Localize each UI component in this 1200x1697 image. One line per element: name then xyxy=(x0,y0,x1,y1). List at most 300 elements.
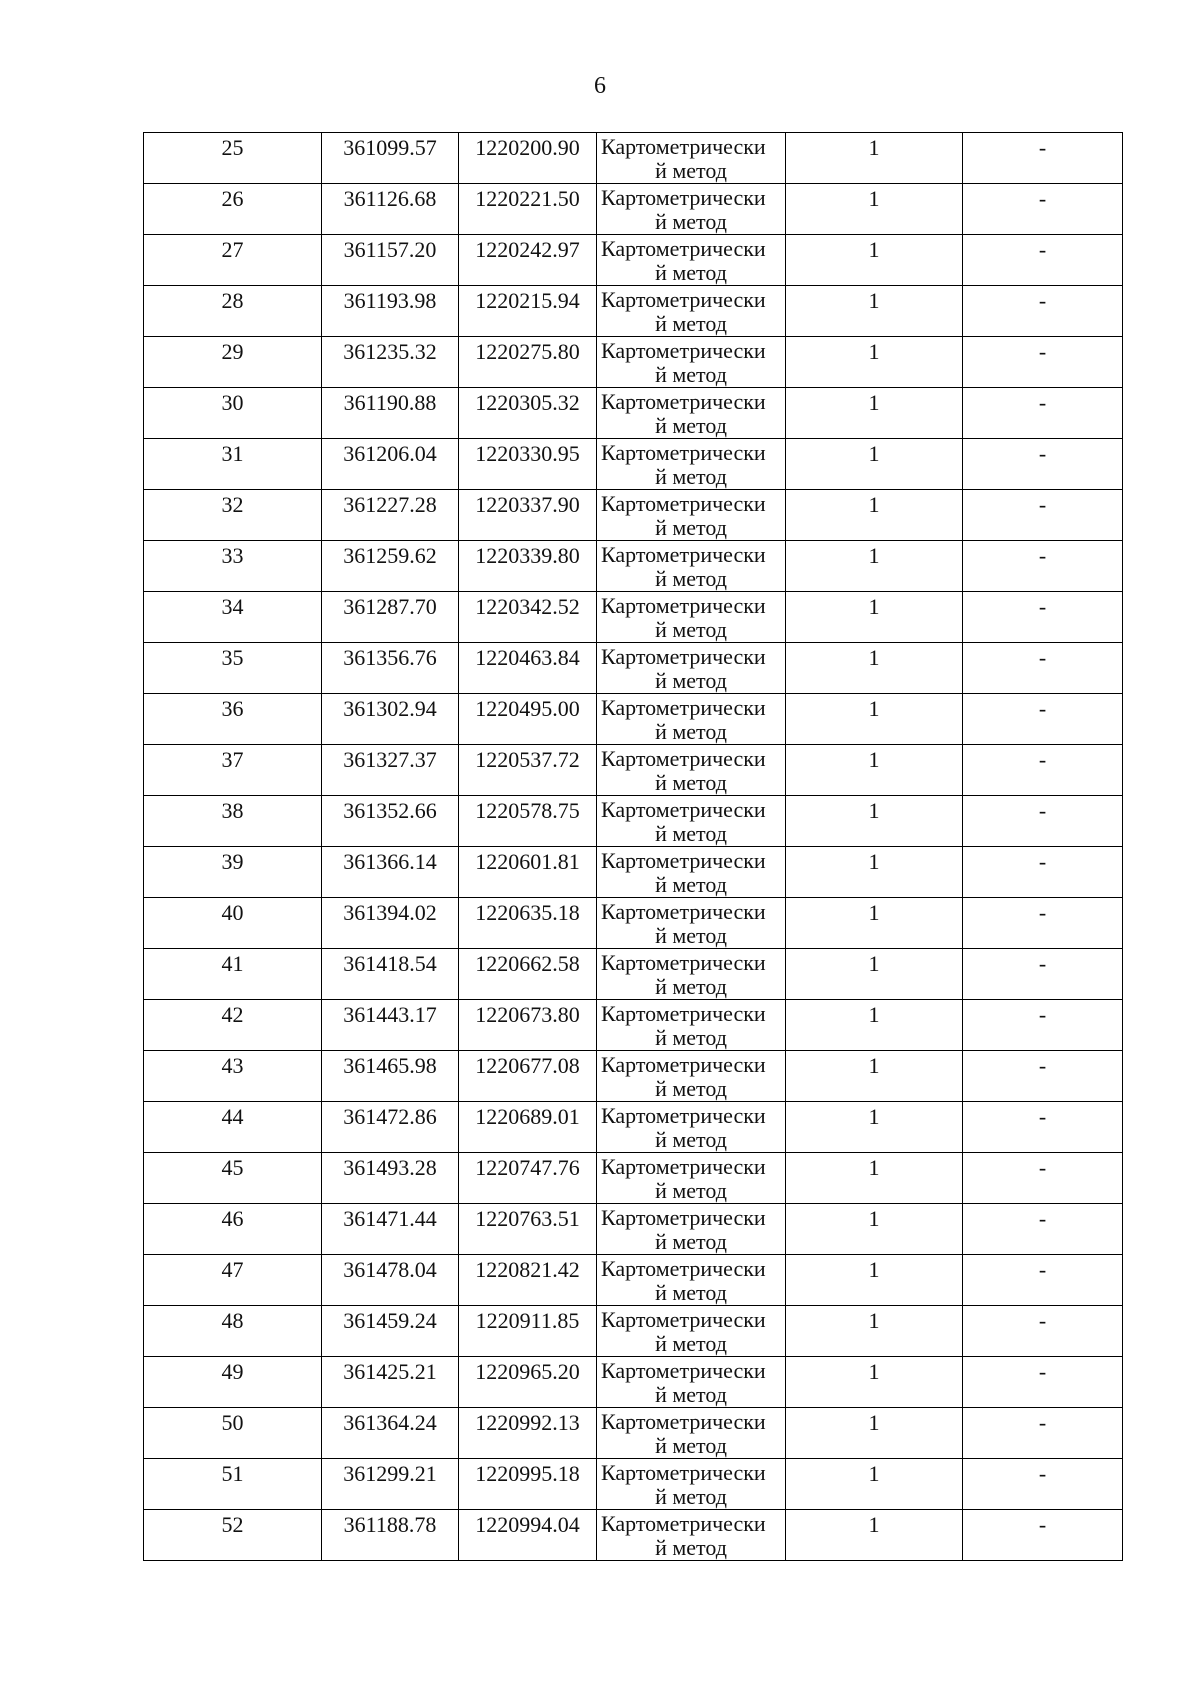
precision-cell-text: 1 xyxy=(868,849,880,874)
precision-cell xyxy=(786,1204,963,1255)
note-cell xyxy=(963,1000,1123,1051)
precision-cell xyxy=(786,745,963,796)
precision-cell-text: 1 xyxy=(868,441,880,466)
note-cell-text: - xyxy=(1038,237,1047,262)
point-number-cell-text: 33 xyxy=(221,543,244,568)
point-number-cell xyxy=(144,541,322,592)
x-coordinate-cell xyxy=(322,388,459,439)
y-coordinate-cell-text: 1220965.20 xyxy=(475,1359,580,1384)
y-coordinate-cell-text: 1220215.94 xyxy=(475,288,580,313)
note-cell xyxy=(963,1306,1123,1357)
y-coordinate-cell-text: 1220200.90 xyxy=(475,135,580,160)
note-cell xyxy=(963,1051,1123,1102)
method-cell xyxy=(597,949,786,1000)
precision-cell-text: 1 xyxy=(868,951,880,976)
note-cell-text: - xyxy=(1038,1359,1047,1384)
x-coordinate-cell-text: 361459.24 xyxy=(343,1308,437,1333)
method-line-1: Картометрически xyxy=(601,1205,766,1230)
precision-cell-text: 1 xyxy=(868,1410,880,1435)
point-number-cell-text: 37 xyxy=(221,747,244,772)
precision-cell-text: 1 xyxy=(868,1308,880,1333)
point-number-cell xyxy=(144,184,322,235)
y-coordinate-cell xyxy=(459,1204,597,1255)
precision-cell-text: 1 xyxy=(868,900,880,925)
precision-cell xyxy=(786,1153,963,1204)
point-number-cell xyxy=(144,1051,322,1102)
precision-cell xyxy=(786,694,963,745)
method-line-2: й метод xyxy=(655,923,727,948)
precision-cell xyxy=(786,1306,963,1357)
method-line-2: й метод xyxy=(655,1127,727,1152)
y-coordinate-cell-text: 1220763.51 xyxy=(475,1206,580,1231)
method-line-1: Картометрически xyxy=(601,287,766,312)
y-coordinate-cell xyxy=(459,1510,597,1561)
method-line-2: й метод xyxy=(655,872,727,897)
y-coordinate-cell xyxy=(459,1306,597,1357)
note-cell-text: - xyxy=(1038,1257,1047,1282)
note-cell xyxy=(963,235,1123,286)
point-number-cell xyxy=(144,1153,322,1204)
precision-cell xyxy=(786,184,963,235)
method-cell xyxy=(597,643,786,694)
table-row xyxy=(144,898,1123,949)
table-row xyxy=(144,1255,1123,1306)
note-cell-text: - xyxy=(1038,492,1047,517)
precision-cell-text: 1 xyxy=(868,1155,880,1180)
note-cell xyxy=(963,1459,1123,1510)
point-number-cell-text: 49 xyxy=(221,1359,244,1384)
x-coordinate-cell xyxy=(322,133,459,184)
table-row xyxy=(144,745,1123,796)
precision-cell xyxy=(786,337,963,388)
x-coordinate-cell-text: 361235.32 xyxy=(343,339,437,364)
precision-cell-text: 1 xyxy=(868,1104,880,1129)
method-line-1: Картометрически xyxy=(601,1409,766,1434)
y-coordinate-cell xyxy=(459,490,597,541)
table-row xyxy=(144,490,1123,541)
method-cell xyxy=(597,1255,786,1306)
y-coordinate-cell xyxy=(459,1102,597,1153)
note-cell xyxy=(963,184,1123,235)
point-number-cell xyxy=(144,898,322,949)
x-coordinate-cell xyxy=(322,1459,459,1510)
y-coordinate-cell-text: 1220995.18 xyxy=(475,1461,580,1486)
y-coordinate-cell xyxy=(459,847,597,898)
method-line-2: й метод xyxy=(655,770,727,795)
y-coordinate-cell xyxy=(459,1153,597,1204)
x-coordinate-cell xyxy=(322,1255,459,1306)
note-cell xyxy=(963,439,1123,490)
precision-cell-text: 1 xyxy=(868,696,880,721)
y-coordinate-cell-text: 1220689.01 xyxy=(475,1104,580,1129)
point-number-cell-text: 43 xyxy=(221,1053,244,1078)
note-cell-text: - xyxy=(1038,1308,1047,1333)
precision-cell xyxy=(786,439,963,490)
table-row xyxy=(144,1204,1123,1255)
note-cell-text: - xyxy=(1038,849,1047,874)
note-cell-text: - xyxy=(1038,1155,1047,1180)
point-number-cell xyxy=(144,1408,322,1459)
note-cell xyxy=(963,1408,1123,1459)
note-cell-text: - xyxy=(1038,696,1047,721)
precision-cell-text: 1 xyxy=(868,798,880,823)
method-line-2: й метод xyxy=(655,311,727,336)
y-coordinate-cell-text: 1220911.85 xyxy=(475,1308,580,1333)
method-cell xyxy=(597,745,786,796)
table-row xyxy=(144,1102,1123,1153)
table-row xyxy=(144,337,1123,388)
method-cell xyxy=(597,1204,786,1255)
note-cell-text: - xyxy=(1038,339,1047,364)
x-coordinate-cell xyxy=(322,1510,459,1561)
note-cell xyxy=(963,337,1123,388)
point-number-cell xyxy=(144,439,322,490)
precision-cell-text: 1 xyxy=(868,390,880,415)
x-coordinate-cell xyxy=(322,1153,459,1204)
note-cell-text: - xyxy=(1038,1104,1047,1129)
x-coordinate-cell-text: 361472.86 xyxy=(343,1104,437,1129)
y-coordinate-cell xyxy=(459,133,597,184)
y-coordinate-cell-text: 1220221.50 xyxy=(475,186,580,211)
note-cell xyxy=(963,1510,1123,1561)
point-number-cell-text: 50 xyxy=(221,1410,244,1435)
point-number-cell xyxy=(144,1000,322,1051)
point-number-cell xyxy=(144,694,322,745)
method-cell xyxy=(597,1510,786,1561)
table-row xyxy=(144,1357,1123,1408)
table-row xyxy=(144,847,1123,898)
precision-cell-text: 1 xyxy=(868,135,880,160)
point-number-cell-text: 36 xyxy=(221,696,244,721)
method-line-2: й метод xyxy=(655,1025,727,1050)
page-number: 6 xyxy=(594,73,606,99)
y-coordinate-cell xyxy=(459,592,597,643)
x-coordinate-cell-text: 361443.17 xyxy=(343,1002,437,1027)
y-coordinate-cell xyxy=(459,388,597,439)
method-line-2: й метод xyxy=(655,1229,727,1254)
note-cell-text: - xyxy=(1038,1461,1047,1486)
x-coordinate-cell xyxy=(322,490,459,541)
x-coordinate-cell-text: 361366.14 xyxy=(343,849,437,874)
y-coordinate-cell-text: 1220821.42 xyxy=(475,1257,580,1282)
method-line-2: й метод xyxy=(655,719,727,744)
note-cell-text: - xyxy=(1038,186,1047,211)
point-number-cell xyxy=(144,490,322,541)
point-number-cell-text: 35 xyxy=(221,645,244,670)
method-line-2: й метод xyxy=(655,464,727,489)
y-coordinate-cell xyxy=(459,184,597,235)
point-number-cell-text: 32 xyxy=(221,492,244,517)
x-coordinate-cell xyxy=(322,847,459,898)
note-cell-text: - xyxy=(1038,543,1047,568)
point-number-cell xyxy=(144,745,322,796)
method-line-1: Картометрически xyxy=(601,1511,766,1536)
y-coordinate-cell-text: 1220747.76 xyxy=(475,1155,580,1180)
precision-cell-text: 1 xyxy=(868,645,880,670)
method-line-1: Картометрически xyxy=(601,1358,766,1383)
precision-cell-text: 1 xyxy=(868,288,880,313)
point-number-cell-text: 26 xyxy=(221,186,244,211)
y-coordinate-cell xyxy=(459,796,597,847)
note-cell xyxy=(963,847,1123,898)
point-number-cell xyxy=(144,337,322,388)
method-cell xyxy=(597,439,786,490)
point-number-cell-text: 27 xyxy=(221,237,244,262)
point-number-cell-text: 45 xyxy=(221,1155,244,1180)
precision-cell xyxy=(786,490,963,541)
x-coordinate-cell-text: 361352.66 xyxy=(343,798,437,823)
method-line-1: Картометрически xyxy=(601,1103,766,1128)
x-coordinate-cell-text: 361478.04 xyxy=(343,1257,437,1282)
note-cell-text: - xyxy=(1038,1410,1047,1435)
point-number-cell-text: 40 xyxy=(221,900,244,925)
y-coordinate-cell xyxy=(459,1000,597,1051)
x-coordinate-cell xyxy=(322,643,459,694)
precision-cell-text: 1 xyxy=(868,747,880,772)
y-coordinate-cell-text: 1220337.90 xyxy=(475,492,580,517)
method-cell xyxy=(597,1000,786,1051)
point-number-cell-text: 46 xyxy=(221,1206,244,1231)
method-line-1: Картометрически xyxy=(601,593,766,618)
note-cell-text: - xyxy=(1038,900,1047,925)
note-cell-text: - xyxy=(1038,798,1047,823)
note-cell-text: - xyxy=(1038,288,1047,313)
method-line-1: Картометрически xyxy=(601,1307,766,1332)
note-cell-text: - xyxy=(1038,951,1047,976)
x-coordinate-cell-text: 361302.94 xyxy=(343,696,437,721)
precision-cell xyxy=(786,286,963,337)
y-coordinate-cell xyxy=(459,898,597,949)
table-row xyxy=(144,1051,1123,1102)
y-coordinate-cell xyxy=(459,1408,597,1459)
note-cell-text: - xyxy=(1038,1512,1047,1537)
point-number-cell xyxy=(144,592,322,643)
point-number-cell xyxy=(144,1357,322,1408)
method-line-1: Картометрически xyxy=(601,695,766,720)
x-coordinate-cell-text: 361418.54 xyxy=(343,951,437,976)
point-number-cell xyxy=(144,235,322,286)
table-row xyxy=(144,184,1123,235)
x-coordinate-cell xyxy=(322,694,459,745)
note-cell xyxy=(963,745,1123,796)
method-line-1: Картометрически xyxy=(601,389,766,414)
method-cell xyxy=(597,490,786,541)
method-cell xyxy=(597,1459,786,1510)
note-cell xyxy=(963,286,1123,337)
method-cell xyxy=(597,796,786,847)
point-number-cell-text: 38 xyxy=(221,798,244,823)
method-line-1: Картометрически xyxy=(601,542,766,567)
y-coordinate-cell-text: 1220342.52 xyxy=(475,594,580,619)
y-coordinate-cell-text: 1220537.72 xyxy=(475,747,580,772)
precision-cell xyxy=(786,949,963,1000)
note-cell xyxy=(963,490,1123,541)
note-cell xyxy=(963,898,1123,949)
table-row xyxy=(144,1000,1123,1051)
method-line-2: й метод xyxy=(655,260,727,285)
x-coordinate-cell xyxy=(322,541,459,592)
method-cell xyxy=(597,592,786,643)
y-coordinate-cell-text: 1220994.04 xyxy=(475,1512,580,1537)
note-cell xyxy=(963,796,1123,847)
table-row xyxy=(144,286,1123,337)
x-coordinate-cell-text: 361299.21 xyxy=(343,1461,437,1486)
y-coordinate-cell-text: 1220242.97 xyxy=(475,237,580,262)
x-coordinate-cell-text: 361356.76 xyxy=(343,645,437,670)
x-coordinate-cell-text: 361493.28 xyxy=(343,1155,437,1180)
x-coordinate-cell xyxy=(322,1102,459,1153)
y-coordinate-cell xyxy=(459,1255,597,1306)
method-line-2: й метод xyxy=(655,209,727,234)
y-coordinate-cell-text: 1220463.84 xyxy=(475,645,580,670)
note-cell xyxy=(963,592,1123,643)
x-coordinate-cell xyxy=(322,1051,459,1102)
y-coordinate-cell-text: 1220677.08 xyxy=(475,1053,580,1078)
y-coordinate-cell-text: 1220578.75 xyxy=(475,798,580,823)
note-cell xyxy=(963,643,1123,694)
method-line-1: Картометрически xyxy=(601,1154,766,1179)
method-cell xyxy=(597,1051,786,1102)
table-row xyxy=(144,1459,1123,1510)
note-cell xyxy=(963,1357,1123,1408)
method-line-2: й метод xyxy=(655,1076,727,1101)
precision-cell xyxy=(786,1510,963,1561)
table-row xyxy=(144,949,1123,1000)
y-coordinate-cell xyxy=(459,286,597,337)
point-number-cell-text: 42 xyxy=(221,1002,244,1027)
point-number-cell xyxy=(144,1306,322,1357)
method-line-2: й метод xyxy=(655,1280,727,1305)
point-number-cell xyxy=(144,1510,322,1561)
point-number-cell xyxy=(144,847,322,898)
x-coordinate-cell xyxy=(322,235,459,286)
x-coordinate-cell-text: 361287.70 xyxy=(343,594,437,619)
y-coordinate-cell-text: 1220275.80 xyxy=(475,339,580,364)
y-coordinate-cell xyxy=(459,694,597,745)
method-line-2: й метод xyxy=(655,1382,727,1407)
method-line-2: й метод xyxy=(655,668,727,693)
precision-cell xyxy=(786,1000,963,1051)
y-coordinate-cell xyxy=(459,1051,597,1102)
point-number-cell-text: 25 xyxy=(221,135,244,160)
note-cell-text: - xyxy=(1038,1206,1047,1231)
x-coordinate-cell xyxy=(322,439,459,490)
x-coordinate-cell xyxy=(322,592,459,643)
table-row xyxy=(144,1510,1123,1561)
y-coordinate-cell-text: 1220601.81 xyxy=(475,849,580,874)
y-coordinate-cell xyxy=(459,745,597,796)
method-cell xyxy=(597,286,786,337)
precision-cell-text: 1 xyxy=(868,492,880,517)
precision-cell-text: 1 xyxy=(868,1002,880,1027)
method-cell xyxy=(597,694,786,745)
y-coordinate-cell-text: 1220305.32 xyxy=(475,390,580,415)
method-cell xyxy=(597,541,786,592)
x-coordinate-cell xyxy=(322,1204,459,1255)
precision-cell xyxy=(786,1459,963,1510)
precision-cell xyxy=(786,133,963,184)
point-number-cell-text: 30 xyxy=(221,390,244,415)
x-coordinate-cell-text: 361227.28 xyxy=(343,492,437,517)
method-line-1: Картометрически xyxy=(601,440,766,465)
method-line-1: Картометрически xyxy=(601,746,766,771)
x-coordinate-cell-text: 361099.57 xyxy=(343,135,437,160)
precision-cell xyxy=(786,541,963,592)
coordinates-table xyxy=(143,132,1123,1561)
point-number-cell xyxy=(144,643,322,694)
method-line-1: Картометрически xyxy=(601,1256,766,1281)
method-line-1: Картометрически xyxy=(601,491,766,516)
precision-cell-text: 1 xyxy=(868,186,880,211)
method-line-1: Картометрически xyxy=(601,1052,766,1077)
method-cell xyxy=(597,1153,786,1204)
point-number-cell-text: 28 xyxy=(221,288,244,313)
y-coordinate-cell xyxy=(459,337,597,388)
method-line-1: Картометрически xyxy=(601,1460,766,1485)
x-coordinate-cell xyxy=(322,286,459,337)
y-coordinate-cell xyxy=(459,439,597,490)
method-cell xyxy=(597,1408,786,1459)
precision-cell-text: 1 xyxy=(868,543,880,568)
point-number-cell xyxy=(144,388,322,439)
method-line-1: Картометрически xyxy=(601,134,766,159)
point-number-cell xyxy=(144,1459,322,1510)
precision-cell xyxy=(786,847,963,898)
method-cell xyxy=(597,1306,786,1357)
method-line-2: й метод xyxy=(655,1484,727,1509)
x-coordinate-cell xyxy=(322,949,459,1000)
precision-cell xyxy=(786,1357,963,1408)
method-line-2: й метод xyxy=(655,158,727,183)
note-cell-text: - xyxy=(1038,390,1047,415)
point-number-cell-text: 47 xyxy=(221,1257,244,1282)
precision-cell xyxy=(786,388,963,439)
table-row xyxy=(144,643,1123,694)
y-coordinate-cell xyxy=(459,235,597,286)
point-number-cell-text: 34 xyxy=(221,594,244,619)
point-number-cell xyxy=(144,286,322,337)
precision-cell-text: 1 xyxy=(868,237,880,262)
point-number-cell-text: 44 xyxy=(221,1104,244,1129)
precision-cell xyxy=(786,592,963,643)
table-row xyxy=(144,133,1123,184)
x-coordinate-cell xyxy=(322,796,459,847)
precision-cell-text: 1 xyxy=(868,1053,880,1078)
x-coordinate-cell-text: 361425.21 xyxy=(343,1359,437,1384)
x-coordinate-cell-text: 361394.02 xyxy=(343,900,437,925)
point-number-cell xyxy=(144,1204,322,1255)
method-cell xyxy=(597,184,786,235)
x-coordinate-cell xyxy=(322,184,459,235)
note-cell xyxy=(963,1204,1123,1255)
method-line-2: й метод xyxy=(655,413,727,438)
method-line-2: й метод xyxy=(655,515,727,540)
precision-cell xyxy=(786,898,963,949)
point-number-cell-text: 31 xyxy=(221,441,244,466)
note-cell-text: - xyxy=(1038,747,1047,772)
method-line-1: Картометрически xyxy=(601,899,766,924)
note-cell-text: - xyxy=(1038,1002,1047,1027)
y-coordinate-cell xyxy=(459,1459,597,1510)
method-line-2: й метод xyxy=(655,617,727,642)
table-row xyxy=(144,796,1123,847)
method-cell xyxy=(597,898,786,949)
precision-cell xyxy=(786,796,963,847)
method-line-1: Картометрически xyxy=(601,185,766,210)
precision-cell xyxy=(786,235,963,286)
x-coordinate-cell xyxy=(322,745,459,796)
x-coordinate-cell-text: 361471.44 xyxy=(343,1206,437,1231)
